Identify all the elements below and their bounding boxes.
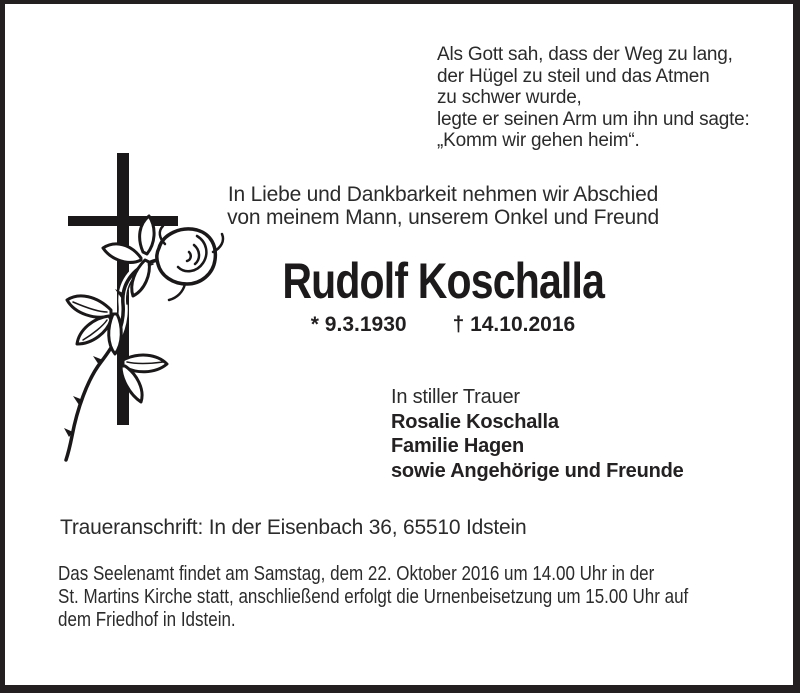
frame-border-bottom: [0, 685, 800, 693]
farewell-intro: [150, 184, 736, 229]
verse-line: legte er seinen Arm um ihn und sagte:: [437, 108, 750, 130]
service-line: St. Martins Kirche statt, anschließend erfolgt die Urnenbeisetzung um 15.00 Uhr auf: [58, 586, 689, 608]
verse-line: der Hügel zu steil und das Atmen: [437, 65, 710, 87]
frame-border-right: [793, 0, 800, 693]
death-date: † 14.10.2016: [452, 313, 576, 336]
service-line: dem Friedhof in Idstein.: [58, 609, 236, 631]
intro-line: In Liebe und Dankbarkeit nehmen wir Abschied: [227, 183, 659, 206]
frame-border-left: [0, 0, 5, 693]
mourner-name: Familie Hagen: [391, 435, 524, 457]
birth-date: * 9.3.1930: [310, 313, 407, 336]
service-details: [58, 563, 688, 632]
verse-line: Als Gott sah, dass der Weg zu lang,: [437, 44, 733, 65]
deceased-block: [150, 252, 736, 337]
frame-border-top: [0, 0, 800, 4]
verse-line: „Komm wir gehen heim“.: [437, 130, 640, 151]
mourners-heading: In stiller Trauer: [391, 386, 520, 408]
verse-line: zu schwer wurde,: [437, 87, 582, 108]
service-line: Das Seelenamt findet am Samstag, dem 22. Oktober 2016 um 14.00 Uhr in der: [58, 563, 655, 585]
life-dates: [150, 313, 736, 337]
mourners-block: [391, 385, 684, 483]
mourner-name: Rosalie Koschalla: [391, 410, 559, 433]
mourning-address: Traueranschrift: In der Eisenbach 36, 65510 Idstein: [60, 516, 527, 539]
mourner-name: sowie Angehörige und Freunde: [391, 459, 684, 482]
memorial-verse: [437, 44, 750, 152]
intro-line: von meinem Mann, unserem Onkel und Freund: [227, 205, 659, 229]
deceased-name: Rudolf Koschalla: [282, 253, 604, 309]
